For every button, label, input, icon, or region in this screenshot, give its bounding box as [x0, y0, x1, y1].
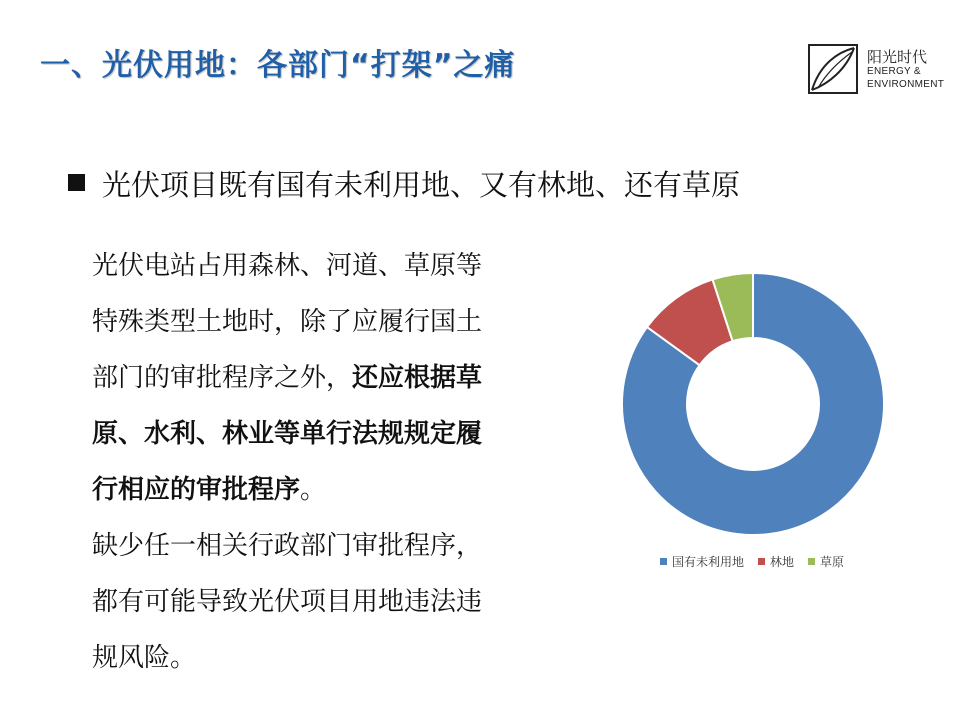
land-type-donut-chart — [600, 250, 920, 580]
paragraph-line: 规风险。 — [92, 643, 197, 673]
legend-swatch-icon — [660, 558, 667, 565]
body-paragraph — [92, 238, 592, 686]
square-bullet-icon — [68, 174, 85, 191]
paragraph-text: 部门的审批程序之外， — [92, 363, 353, 393]
legend-item — [660, 553, 744, 570]
legend-swatch-icon — [758, 558, 765, 565]
paragraph-text: 。 — [300, 475, 327, 505]
paragraph-emphasis: 还应根据草 — [352, 363, 483, 393]
logo-name-en-line1: ENERGY & — [867, 66, 921, 77]
legend-label: 林地 — [770, 555, 795, 569]
donut-chart-svg — [600, 250, 920, 550]
logo-name-en-line2: ENVIRONMENT — [867, 79, 945, 90]
paragraph-line: 都有可能导致光伏项目用地违法违 — [92, 587, 483, 617]
slide-title: 一、光伏用地：各部门“打架”之痛 — [40, 48, 516, 83]
paragraph-line — [92, 350, 592, 406]
paragraph-line — [92, 462, 592, 518]
legend-item — [758, 553, 794, 570]
bullet-text: 光伏项目既有国有未利用地、又有林地、还有草原 — [102, 168, 741, 202]
legend-item — [808, 553, 844, 570]
paragraph-emphasis-line: 原、水利、林业等单行法规规定履 — [92, 419, 483, 449]
paragraph-line: 缺少任一相关行政部门审批程序， — [92, 531, 483, 561]
legend-swatch-icon — [808, 558, 815, 565]
company-logo — [808, 44, 958, 94]
paragraph-line: 特殊类型土地时，除了应履行国土 — [92, 307, 483, 337]
logo-name-cn: 阳光时代 — [867, 48, 928, 66]
logo-mark-icon — [808, 44, 858, 94]
legend-label: 国有未利用地 — [672, 555, 745, 569]
chart-legend — [660, 553, 858, 570]
legend-label: 草原 — [820, 555, 845, 569]
paragraph-emphasis: 行相应的审批程序 — [92, 475, 301, 505]
paragraph-line: 光伏电站占用森林、河道、草原等 — [92, 251, 483, 281]
